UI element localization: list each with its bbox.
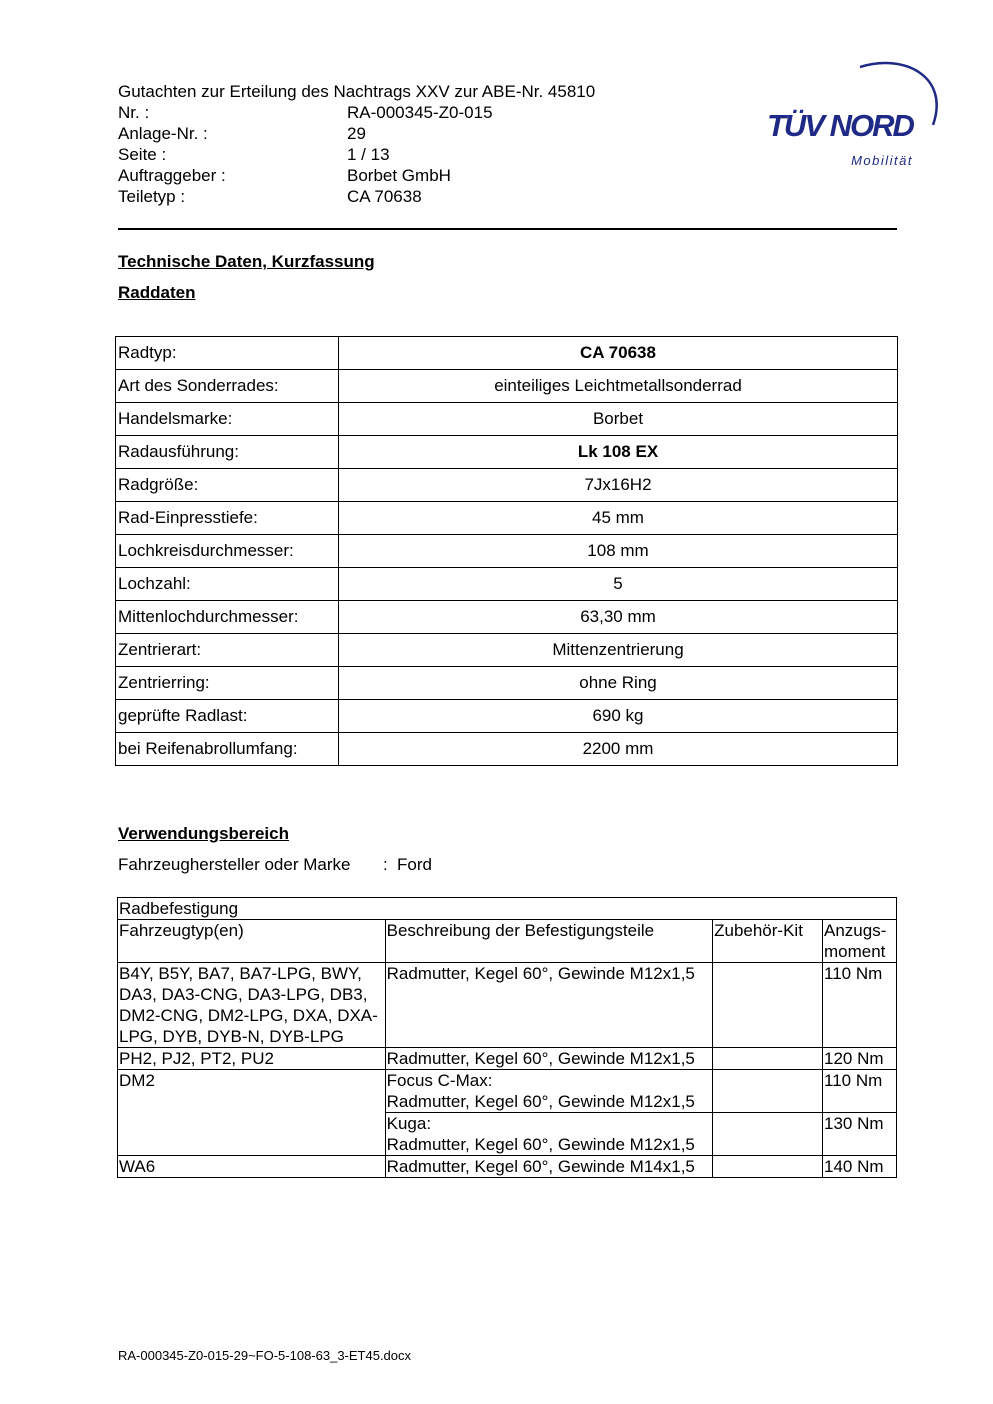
header-row-nr [118,102,595,123]
table-row [116,568,898,601]
column-header: Fahrzeugtyp(en) [118,920,386,963]
raddaten-value: einteiliges Leichtmetallsonderrad [339,370,898,403]
column-header: Anzugs-moment [823,920,897,963]
table-row [116,733,898,766]
table-row [116,337,898,370]
fastener-description-cell [385,1070,712,1113]
footer-filename: RA-000345-Z0-015-29~FO-5-108-63_3-ET45.docx [118,1348,412,1363]
raddaten-value: 45 mm [339,502,898,535]
fastener-description-cell: Radmutter, Kegel 60°, Gewinde M14x1,5 [385,1156,712,1178]
model-name: Kuga: [386,1114,432,1133]
header-row-teiletyp [118,186,595,207]
table-title-row [118,898,897,920]
header-value: CA 70638 [347,187,422,206]
torque-cell: 110 Nm [823,963,897,1048]
accessory-kit-cell [713,1048,823,1070]
header-label: Auftraggeber : [118,166,226,185]
radbefestigung-table [117,897,897,1178]
table-row [118,963,897,1048]
header-value: Borbet GmbH [347,166,451,185]
raddaten-value: Mittenzentrierung [339,634,898,667]
raddaten-value: ohne Ring [339,667,898,700]
raddaten-value: 108 mm [339,535,898,568]
header-label: Teiletyp : [118,187,186,206]
raddaten-value: CA 70638 [339,337,898,370]
table-row [116,370,898,403]
document-header [118,81,595,207]
radbefestigung-title: Radbefestigung [118,898,897,920]
table-row [116,667,898,700]
fastener-description: Radmutter, Kegel 60°, Gewinde M12x1,5 [386,1135,695,1154]
raddaten-label: Lochkreisdurchmesser: [116,535,339,568]
section-title-verwendungsbereich: Verwendungsbereich [118,824,289,843]
table-row [116,601,898,634]
fastener-description-cell: Radmutter, Kegel 60°, Gewinde M12x1,5 [385,1048,712,1070]
raddaten-label: Handelsmarke: [116,403,339,436]
fastener-description: Radmutter, Kegel 60°, Gewinde M12x1,5 [386,1092,695,1111]
table-row [116,436,898,469]
header-value: RA-000345-Z0-015 [347,103,493,122]
vehicle-separator: : [383,855,388,874]
raddaten-label: Radgröße: [116,469,339,502]
accessory-kit-cell [713,1156,823,1178]
document-title: Gutachten zur Erteilung des Nachtrags XXV zur ABE-Nr. 45810 [118,82,596,101]
raddaten-label: Radausführung: [116,436,339,469]
vehicle-types-cell: WA6 [118,1156,386,1178]
table-header-row [118,920,897,963]
raddaten-label: Lochzahl: [116,568,339,601]
table-row [118,1048,897,1070]
column-header: Zubehör-Kit [713,920,823,963]
header-row-seite [118,144,595,165]
raddaten-label: geprüfte Radlast: [116,700,339,733]
fastener-description-cell [385,1113,712,1156]
raddaten-label: Zentrierart: [116,634,339,667]
vehicle-types-cell: B4Y, B5Y, BA7, BA7-LPG, BWY, DA3, DA3-CNG, DA3-LPG, DB3, DM2-CNG, DM2-LPG, DXA, DXA-LPG, DYB, DYB-N, DYB-LPG [118,963,386,1048]
raddaten-table [115,336,898,766]
torque-cell: 110 Nm [823,1070,897,1113]
table-row [116,634,898,667]
torque-cell: 130 Nm [823,1113,897,1156]
vehicle-types-cell: DM2 [118,1070,386,1156]
vehicle-types-cell: PH2, PJ2, PT2, PU2 [118,1048,386,1070]
header-label: Nr. : [118,103,150,122]
vehicle-value: Ford [397,855,432,874]
vehicle-label: Fahrzeughersteller oder Marke [118,855,351,874]
torque-cell: 140 Nm [823,1156,897,1178]
header-label: Anlage-Nr. : [118,124,208,143]
table-row [116,700,898,733]
header-value: 29 [347,124,366,143]
table-row [118,1156,897,1178]
tuv-nord-logo [765,57,945,172]
column-header: Beschreibung der Befestigungsteile [385,920,712,963]
section-title-technische-daten: Technische Daten, Kurzfassung [118,252,375,271]
raddaten-label: Rad-Einpresstiefe: [116,502,339,535]
raddaten-value: 5 [339,568,898,601]
raddaten-value: 7Jx16H2 [339,469,898,502]
raddaten-label: Mittenlochdurchmesser: [116,601,339,634]
raddaten-value: Lk 108 EX [339,436,898,469]
logo-sub-text: Mobilität [851,153,913,168]
raddaten-label: Radtyp: [116,337,339,370]
fastener-description-cell: Radmutter, Kegel 60°, Gewinde M12x1,5 [385,963,712,1048]
table-row [116,403,898,436]
raddaten-value: 690 kg [339,700,898,733]
torque-cell: 120 Nm [823,1048,897,1070]
raddaten-value: 2200 mm [339,733,898,766]
accessory-kit-cell [713,963,823,1048]
raddaten-value: Borbet [339,403,898,436]
vehicle-manufacturer-line [118,855,432,875]
logo-brand-text: TÜV NORD [767,108,913,143]
header-value: 1 / 13 [347,145,390,164]
raddaten-label: bei Reifenabrollumfang: [116,733,339,766]
table-row [116,469,898,502]
accessory-kit-cell [713,1113,823,1156]
header-row-auftraggeber [118,165,595,186]
header-divider [118,228,897,230]
table-row [116,535,898,568]
raddaten-label: Zentrierring: [116,667,339,700]
accessory-kit-cell [713,1070,823,1113]
table-row [118,1070,897,1113]
raddaten-value: 63,30 mm [339,601,898,634]
section-title-raddaten: Raddaten [118,283,196,302]
header-label: Seite : [118,145,167,164]
header-row-anlage [118,123,595,144]
model-name: Focus C-Max: [386,1071,493,1090]
table-row [116,502,898,535]
raddaten-label: Art des Sonderrades: [116,370,339,403]
